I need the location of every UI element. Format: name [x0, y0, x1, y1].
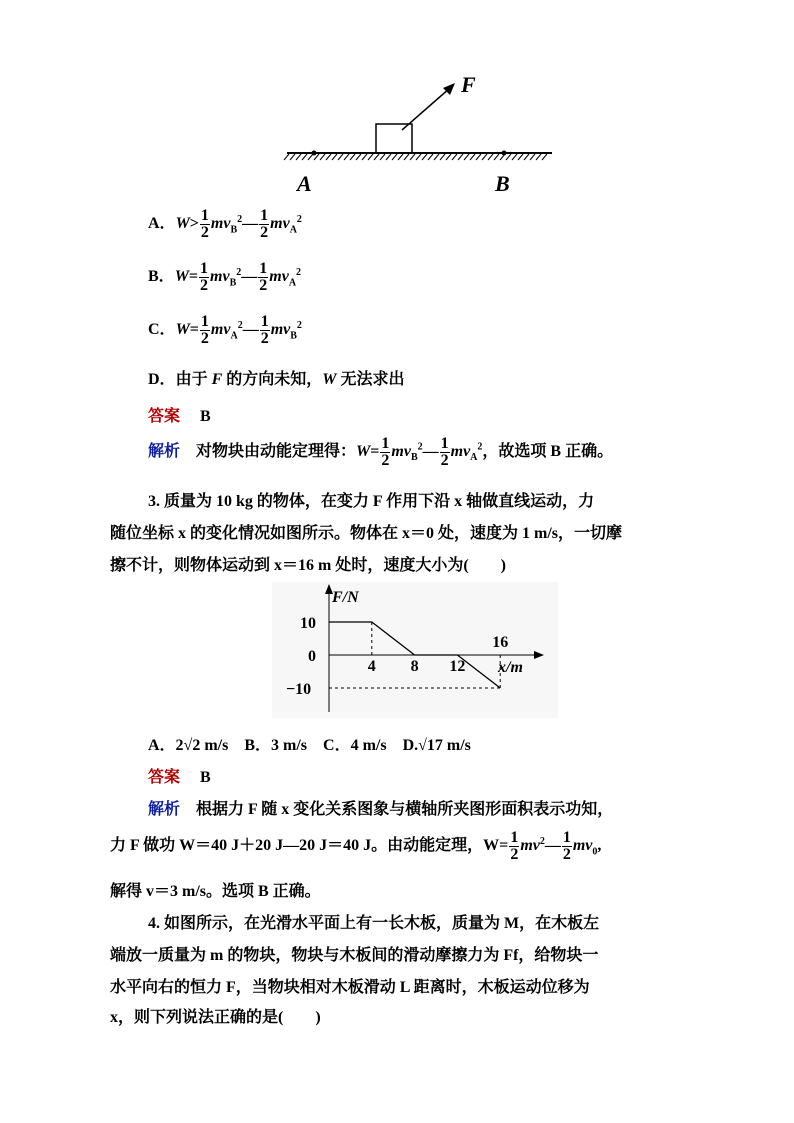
force-position-chart [272, 582, 558, 718]
option-b: B．W= $\frac{1}{2}$ $mv_B^2—$ $\frac{1}{2}$ $mv_A^2$ [148, 260, 302, 294]
q3-text-3: 擦不计，则物体运动到 x＝16 m 处时，速度大小为( ) [110, 557, 506, 574]
answer-q3: 答案 B [148, 769, 211, 786]
point-a-label: A [297, 171, 312, 196]
y-tick-label: 0 [308, 648, 316, 665]
x-tick-label: 4 [367, 658, 376, 675]
x-tick-label: 12 [449, 658, 466, 675]
q3-options: A．2√2 m/s B．3 m/s C．4 m/s D.√17 m/s [148, 737, 471, 754]
analysis-q3-1: 解析 根据力 F 随 x 变化关系图象与横轴所夹图形面积表示功知， [148, 801, 614, 818]
q3-text-1: 3. 质量为 10 kg 的物体，在变力 F 作用下沿 x 轴做直线运动，力 [148, 493, 595, 510]
q3-text-2: 随位坐标 x 的变化情况如图所示。物体在 x＝0 处，速度为 1 m/s，一切摩 [110, 525, 623, 542]
q4-text-2: 端放一质量为 m 的物块，物块与木板间的滑动摩擦力为 Ff，给物块一 [110, 947, 599, 964]
option-c: C．W= $\frac{1}{2}$ $mv_A^2—$ $\frac{1}{2}$ $mv_B^2$ [148, 313, 302, 347]
analysis-q2: 解析 对物块由动能定理得：W= $\frac{1}{2}$ $mv_B^2—$ $\frac{1}{2}$ $mv_A^2$，故选项 B 正确。 [148, 435, 614, 469]
option-d: D．由于 F 的方向未知，W 无法求出 [148, 371, 405, 388]
point-b-label: B [495, 171, 510, 196]
answer-q2: 答案 B [148, 408, 211, 425]
block-force-figure [265, 58, 565, 203]
q4-text-3: 水平向右的恒力 F，当物块相对木板滑动 L 距离时，木板运动位移为 [110, 979, 590, 996]
y-tick-label: 10 [300, 615, 316, 632]
y-tick-label: −10 [286, 681, 312, 698]
q4-text-1: 4. 如图所示，在光滑水平面上有一长木板，质量为 M，在木板左 [148, 915, 600, 932]
analysis-q3-2: 力 F 做功 W＝40 J＋20 J—20 J＝40 J。由动能定理，W= $\frac{1}{2}$ $mv^2—$ $\frac{1}{2}$ $mv_0$, [110, 829, 602, 863]
q4-text-4: x，则下列说法正确的是( ) [110, 1009, 321, 1026]
x-tick-label: 16 [492, 634, 509, 651]
analysis-q3-3: 解得 v＝3 m/s。选项 B 正确。 [110, 883, 321, 900]
x-axis-label: x/m [498, 659, 523, 676]
y-axis-label: F/N [332, 589, 359, 606]
option-a: A．W> $\frac{1}{2}$ $mv_B^2—$ $\frac{1}{2}$ $mv_A^2$ [148, 207, 302, 241]
force-label: F [461, 72, 476, 97]
x-tick-label: 8 [410, 658, 419, 675]
